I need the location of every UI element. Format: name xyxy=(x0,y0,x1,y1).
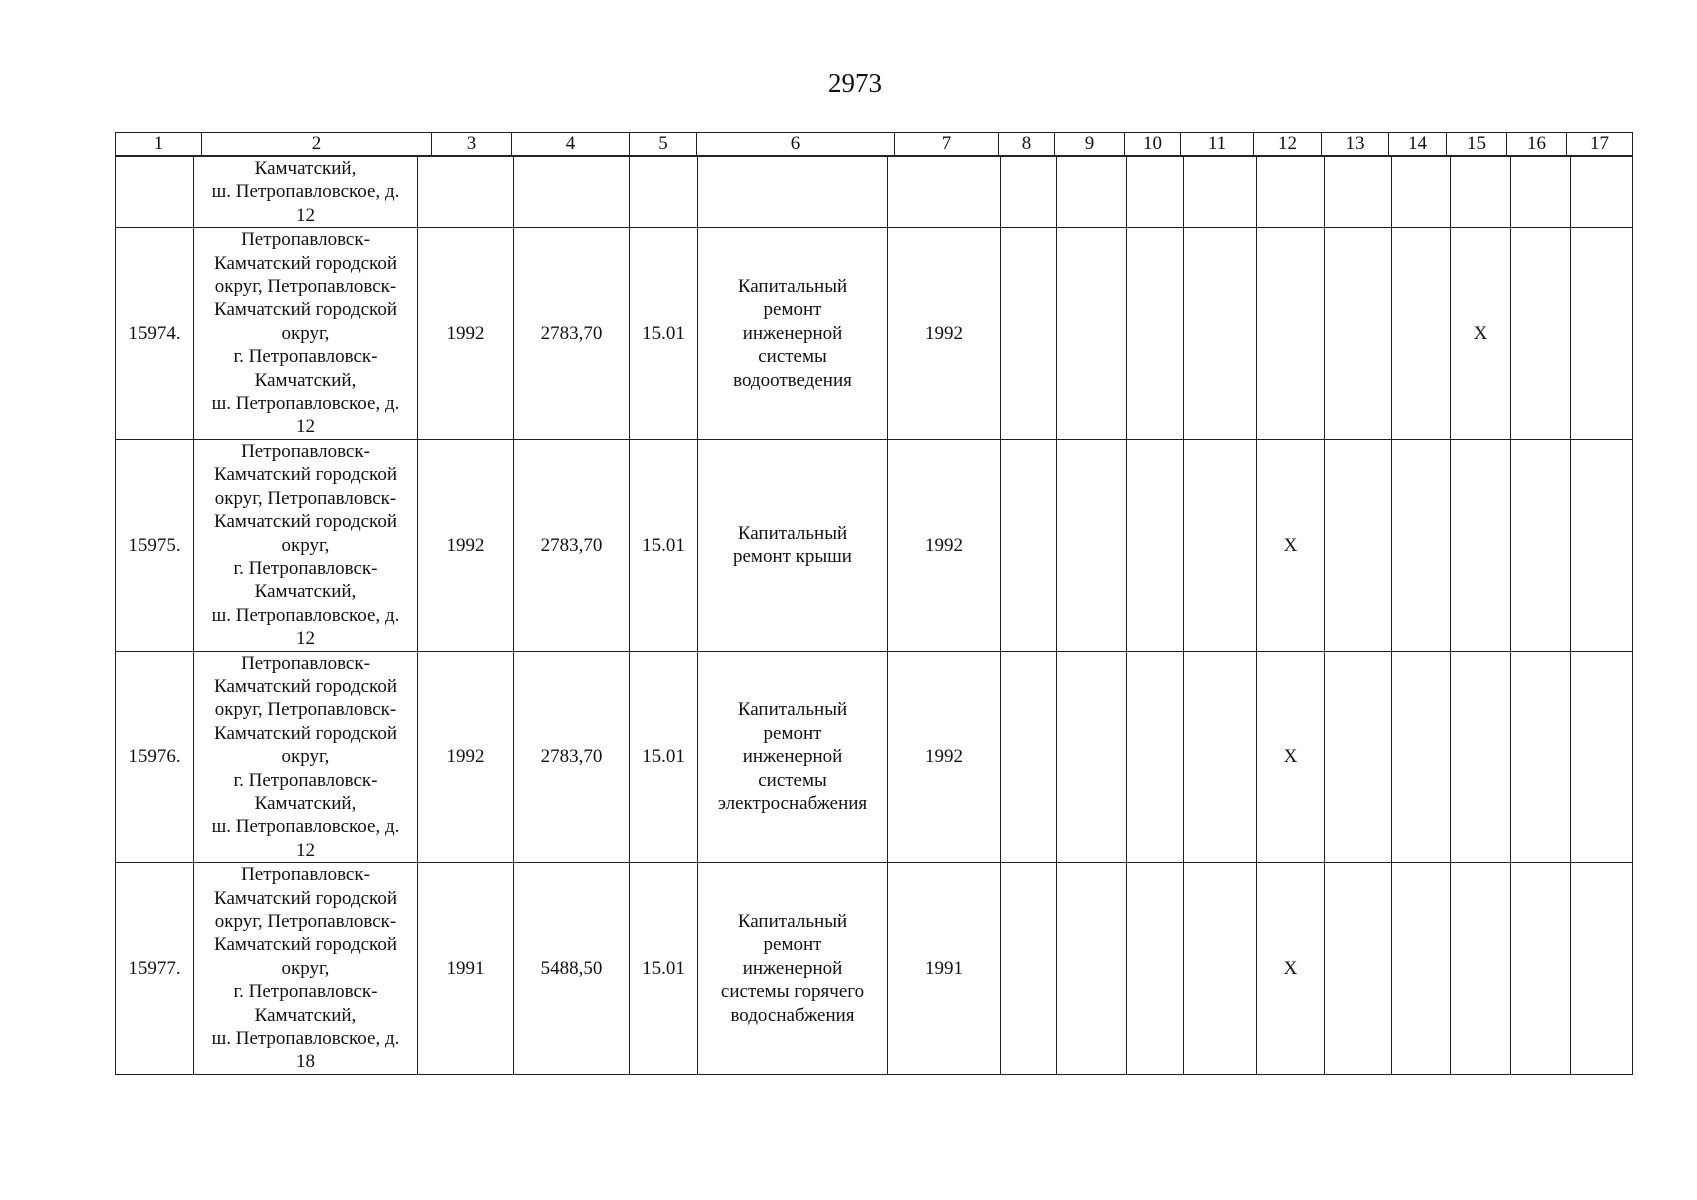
records-table xyxy=(115,156,1633,1075)
cell-empty xyxy=(1184,863,1257,1075)
header-col-17: 17 xyxy=(1567,133,1633,156)
cell-area: 2783,70 xyxy=(514,651,630,863)
cell-empty xyxy=(1392,651,1451,863)
cell-area: 2783,70 xyxy=(514,228,630,440)
header-col-6: 6 xyxy=(697,133,895,156)
cell-empty xyxy=(1571,439,1633,651)
cell-empty xyxy=(1001,157,1057,228)
cell-empty xyxy=(1057,863,1127,1075)
cell-empty xyxy=(1325,228,1392,440)
cell-empty xyxy=(1127,439,1184,651)
cell-work: Капитальный ремонт крыши xyxy=(698,439,888,651)
header-col-10: 10 xyxy=(1125,133,1181,156)
cell-empty xyxy=(1325,439,1392,651)
cell-empty xyxy=(1511,157,1571,228)
cell-code: 15.01 xyxy=(630,228,698,440)
table-row xyxy=(116,863,1633,1075)
cell-empty xyxy=(1511,439,1571,651)
cell-empty xyxy=(1571,157,1633,228)
cell-code: 15.01 xyxy=(630,651,698,863)
page-number: 2973 xyxy=(828,68,882,98)
header-row-table xyxy=(115,132,1633,156)
cell-address: Петропавловск- Камчатский городской округ, Петропавловск- Камчатский городской округ, г. Петропавловск- Камчатский, ш. Петропавловское, д. 12 xyxy=(194,228,418,440)
cell-address: Петропавловск- Камчатский городской округ, Петропавловск- Камчатский городской округ, г. Петропавловск- Камчатский, ш. Петропавловское, д. 12 xyxy=(194,651,418,863)
cell-empty xyxy=(1571,228,1633,440)
cell-empty xyxy=(1001,228,1057,440)
header-col-13: 13 xyxy=(1322,133,1389,156)
header-col-4: 4 xyxy=(512,133,630,156)
cell-empty xyxy=(1127,651,1184,863)
cell-empty xyxy=(1184,439,1257,651)
header-col-1: 1 xyxy=(116,133,202,156)
cell-mark-col-12: X xyxy=(1257,863,1325,1075)
cell-year: 1992 xyxy=(418,651,514,863)
cell-empty xyxy=(1451,651,1511,863)
cell-empty xyxy=(1127,863,1184,1075)
cell-area: 5488,50 xyxy=(514,863,630,1075)
cell-empty xyxy=(1571,863,1633,1075)
cell-empty xyxy=(1451,157,1511,228)
header-col-16: 16 xyxy=(1507,133,1567,156)
table-row xyxy=(116,651,1633,863)
cell-empty xyxy=(1511,651,1571,863)
cell-year-work: 1992 xyxy=(888,439,1001,651)
cell-empty xyxy=(1392,863,1451,1075)
cell-mark-col-12: X xyxy=(1257,651,1325,863)
cell-year: 1992 xyxy=(418,439,514,651)
cell-address: Петропавловск- Камчатский городской округ, Петропавловск- Камчатский городской округ, г. Петропавловск- Камчатский, ш. Петропавловское, д. 12 xyxy=(194,439,418,651)
header-col-9: 9 xyxy=(1055,133,1125,156)
cell-area: 2783,70 xyxy=(514,439,630,651)
header-col-3: 3 xyxy=(432,133,512,156)
cell-empty xyxy=(1057,651,1127,863)
cell-num: 15974. xyxy=(116,228,194,440)
header-col-12: 12 xyxy=(1254,133,1322,156)
cell-empty xyxy=(1325,863,1392,1075)
cell-year-work: 1992 xyxy=(888,651,1001,863)
cell-empty xyxy=(1127,228,1184,440)
cell-empty xyxy=(1184,157,1257,228)
cell-empty xyxy=(1057,157,1127,228)
header-col-14: 14 xyxy=(1389,133,1447,156)
continuation-row xyxy=(116,157,1633,228)
cell-empty xyxy=(1184,228,1257,440)
cell-empty xyxy=(630,157,698,228)
cell-empty xyxy=(1325,651,1392,863)
header-col-7: 7 xyxy=(895,133,999,156)
cell-empty xyxy=(1127,157,1184,228)
cell-empty xyxy=(1057,228,1127,440)
cell-empty xyxy=(1001,863,1057,1075)
cell-empty xyxy=(1511,863,1571,1075)
cell-empty xyxy=(1257,228,1325,440)
cell-empty xyxy=(1184,651,1257,863)
header-col-8: 8 xyxy=(999,133,1055,156)
table-row xyxy=(116,228,1633,440)
cell-num: 15976. xyxy=(116,651,194,863)
cell-empty xyxy=(1392,439,1451,651)
cell-address: Петропавловск- Камчатский городской округ, Петропавловск- Камчатский городской округ, г. Петропавловск- Камчатский, ш. Петропавловское, д. 18 xyxy=(194,863,418,1075)
cell-mark-col-15: X xyxy=(1451,228,1511,440)
cell-year-work: 1991 xyxy=(888,863,1001,1075)
cell-year-work: 1992 xyxy=(888,228,1001,440)
cell-code: 15.01 xyxy=(630,863,698,1075)
cell-empty xyxy=(514,157,630,228)
cell-empty xyxy=(1451,863,1511,1075)
cell-num xyxy=(116,157,194,228)
cell-empty xyxy=(1392,157,1451,228)
cell-num: 15977. xyxy=(116,863,194,1075)
cell-empty xyxy=(1392,228,1451,440)
cell-work: Капитальный ремонт инженерной системы водоотведения xyxy=(698,228,888,440)
cell-empty xyxy=(888,157,1001,228)
cell-mark-col-12: X xyxy=(1257,439,1325,651)
header-col-15: 15 xyxy=(1447,133,1507,156)
cell-empty xyxy=(1057,439,1127,651)
cell-empty xyxy=(418,157,514,228)
cell-year: 1992 xyxy=(418,228,514,440)
header-col-5: 5 xyxy=(630,133,697,156)
cell-work: Капитальный ремонт инженерной системы электроснабжения xyxy=(698,651,888,863)
cell-empty xyxy=(1451,439,1511,651)
cell-empty xyxy=(1571,651,1633,863)
cell-year: 1991 xyxy=(418,863,514,1075)
cell-empty xyxy=(1325,157,1392,228)
header-col-11: 11 xyxy=(1181,133,1254,156)
cell-empty xyxy=(1257,157,1325,228)
cell-work: Капитальный ремонт инженерной системы горячего водоснабжения xyxy=(698,863,888,1075)
header-col-2: 2 xyxy=(202,133,432,156)
cell-code: 15.01 xyxy=(630,439,698,651)
cell-empty xyxy=(1001,439,1057,651)
cell-empty xyxy=(1001,651,1057,863)
cell-empty xyxy=(698,157,888,228)
cell-num: 15975. xyxy=(116,439,194,651)
table-row xyxy=(116,439,1633,651)
cell-address: Камчатский, ш. Петропавловское, д. 12 xyxy=(194,157,418,228)
cell-empty xyxy=(1511,228,1571,440)
